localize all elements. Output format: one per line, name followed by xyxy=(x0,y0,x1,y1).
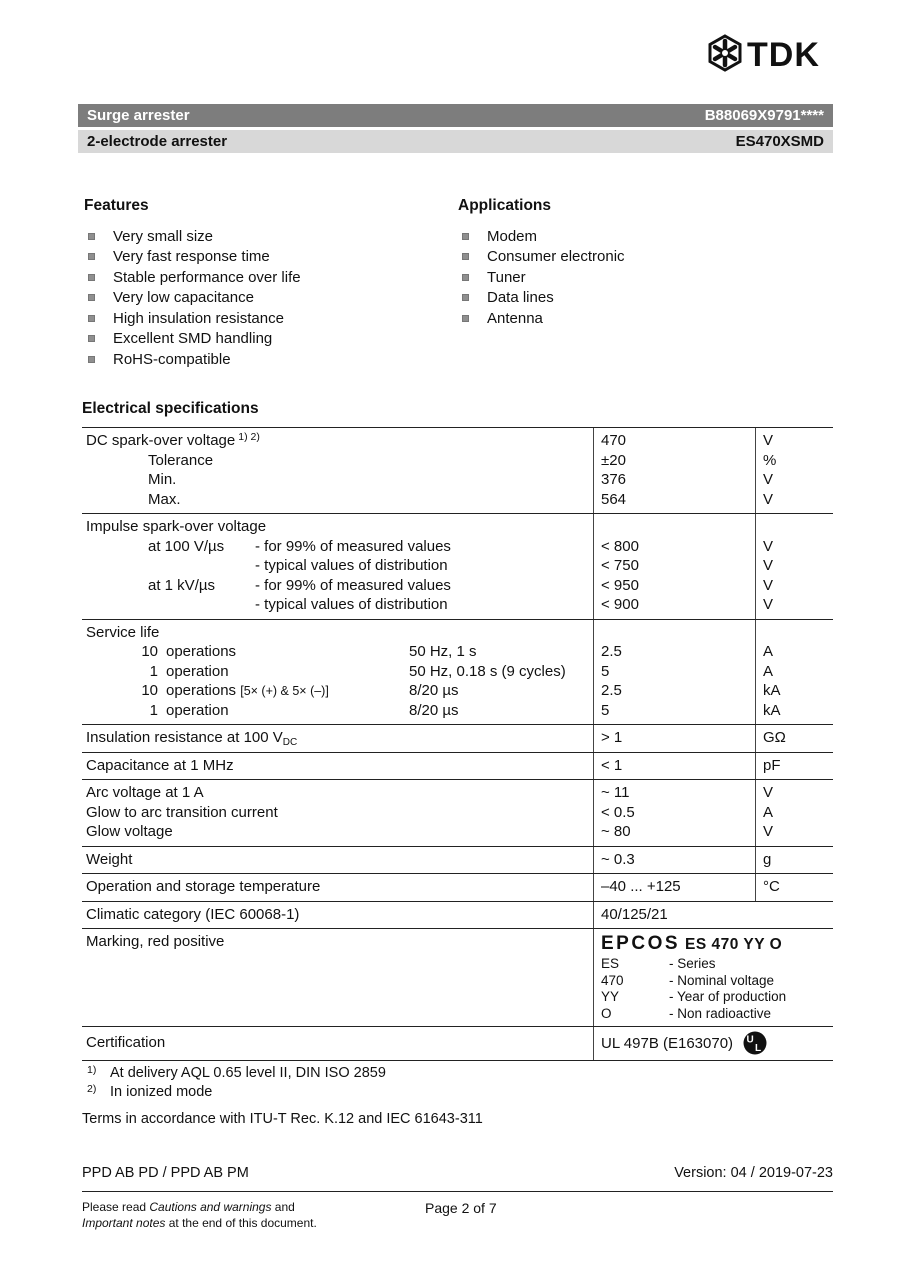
table-row xyxy=(82,779,833,846)
spec-value: ~ 11 xyxy=(601,784,630,801)
product-family-bar xyxy=(78,104,833,127)
bullet-square-icon xyxy=(88,274,95,281)
list-item xyxy=(458,267,625,288)
page-footer xyxy=(82,1165,833,1231)
footnote-text: In ionized mode xyxy=(110,1084,213,1100)
list-item xyxy=(458,308,625,329)
spec-value: 5 xyxy=(601,701,610,719)
ul-mark-icon xyxy=(743,1031,767,1055)
spec-value: 2.5 xyxy=(601,682,622,699)
spec-description: - for 99% of measured values xyxy=(255,537,451,555)
department-code: PPD AB PD / PPD AB PM xyxy=(82,1165,249,1181)
table-row xyxy=(82,724,833,752)
applications-title: Applications xyxy=(458,197,552,214)
feature-label: High insulation resistance xyxy=(113,309,284,327)
application-label: Consumer electronic xyxy=(487,248,625,266)
spec-unit: g xyxy=(763,850,772,868)
spec-label: Glow voltage xyxy=(86,823,173,840)
bullet-square-icon xyxy=(462,274,469,281)
spec-unit: kA xyxy=(763,701,781,719)
certification-value: UL 497B (E163070) xyxy=(601,1034,734,1052)
tdk-logo xyxy=(706,34,834,77)
footnote xyxy=(82,1065,833,1081)
spec-value: < 750 xyxy=(601,557,639,574)
spec-value: 470 xyxy=(601,432,627,449)
spec-operation: operations xyxy=(166,682,237,699)
feature-label: Very small size xyxy=(113,227,214,245)
spec-value: 2.5 xyxy=(601,643,622,660)
spec-label: Marking, red positive xyxy=(86,933,225,950)
legend-key: 470 xyxy=(601,972,624,988)
spec-count: 10 xyxy=(141,643,158,660)
spec-sublabel: Min. xyxy=(148,471,177,488)
table-row xyxy=(82,846,833,874)
table-row xyxy=(82,873,833,901)
spec-condition: 8/20 µs xyxy=(409,682,459,699)
spec-unit: V xyxy=(763,823,774,840)
bullet-square-icon xyxy=(88,294,95,301)
spec-value: < 0.5 xyxy=(601,803,635,821)
legend-key: YY xyxy=(601,989,620,1004)
features-applications xyxy=(84,197,814,370)
legend-desc: - Non radioactive xyxy=(669,1005,772,1021)
spec-value: 376 xyxy=(601,471,627,488)
spec-label: Climatic category (IEC 60068-1) xyxy=(86,905,300,923)
list-item xyxy=(84,329,458,350)
legend-key: ES xyxy=(601,956,620,971)
feature-label: Stable performance over life xyxy=(113,268,301,286)
application-label: Antenna xyxy=(487,309,543,327)
bullet-square-icon xyxy=(88,315,95,322)
svg-text:U: U xyxy=(746,1034,754,1046)
ordering-code: B88069X9791**** xyxy=(704,107,824,124)
spec-label: Glow to arc transition current xyxy=(86,803,278,821)
spec-operation: operations xyxy=(166,643,237,660)
feature-label: Very low capacitance xyxy=(113,289,254,307)
spec-unit: A xyxy=(763,643,774,660)
application-label: Modem xyxy=(487,227,538,245)
bullet-square-icon xyxy=(88,253,95,260)
table-row xyxy=(82,752,833,780)
title-bars xyxy=(78,104,833,156)
epcos-logo: EPCOS xyxy=(601,933,681,954)
spec-sublabel: Tolerance xyxy=(148,451,214,469)
spec-value: 5 xyxy=(601,662,610,680)
spec-sublabel: Max. xyxy=(148,490,181,508)
features-list xyxy=(84,226,458,370)
bullet-square-icon xyxy=(88,356,95,363)
spec-unit: V xyxy=(763,557,774,574)
bullet-square-icon xyxy=(462,253,469,260)
spec-unit: V xyxy=(763,432,774,449)
product-name: ES470XSMD xyxy=(735,133,824,150)
spec-unit: °C xyxy=(763,878,780,895)
legend-desc: - Nominal voltage xyxy=(669,972,775,988)
spec-unit: A xyxy=(763,803,774,821)
spec-operation-note: [5× (+) & 5× (–)] xyxy=(240,684,329,698)
spec-label: Capacitance at 1 MHz xyxy=(86,756,234,774)
spec-description: - typical values of distribution xyxy=(255,596,448,613)
bullet-square-icon xyxy=(88,335,95,342)
spec-unit: kA xyxy=(763,682,781,699)
cautions-note: Please read Cautions and warnings and Important notes at the end of this document. xyxy=(82,1200,317,1230)
spec-label-subscript: DC xyxy=(282,737,298,748)
spec-operation: operation xyxy=(166,701,229,719)
bullet-square-icon xyxy=(88,233,95,240)
bullet-square-icon xyxy=(462,233,469,240)
spec-value: ~ 80 xyxy=(601,823,631,840)
list-item xyxy=(458,226,625,247)
spec-value: < 900 xyxy=(601,596,639,613)
spec-count: 10 xyxy=(141,682,158,699)
legend-desc: - Series xyxy=(669,956,716,971)
spec-value: > 1 xyxy=(601,729,623,746)
spec-unit: V xyxy=(763,490,774,508)
spec-unit: GΩ xyxy=(763,729,786,746)
feature-label: Excellent SMD handling xyxy=(113,330,273,348)
specs-table xyxy=(82,427,833,1061)
spec-value: < 950 xyxy=(601,576,639,594)
product-type-bar xyxy=(78,130,833,153)
spec-label: DC spark-over voltage xyxy=(86,432,236,449)
application-label: Data lines xyxy=(487,289,554,307)
spec-label: Weight xyxy=(86,850,133,868)
spec-unit: V xyxy=(763,471,774,488)
features-title: Features xyxy=(84,197,149,214)
list-item xyxy=(458,247,625,268)
feature-label: RoHS-compatible xyxy=(113,350,231,368)
page-number: Page 2 of 7 xyxy=(425,1200,497,1216)
footnote-marker: 2) xyxy=(87,1083,97,1095)
table-row xyxy=(82,1026,833,1060)
spec-unit: pF xyxy=(763,756,781,774)
list-item xyxy=(84,288,458,309)
tdk-wordmark: TDK xyxy=(747,36,820,72)
footnote xyxy=(82,1084,833,1100)
spec-label: Insulation resistance at 100 V xyxy=(86,729,283,746)
applications-list xyxy=(458,226,625,329)
spec-description: - typical values of distribution xyxy=(255,557,448,574)
svg-text:L: L xyxy=(755,1043,762,1054)
version-info: Version: 04 / 2019-07-23 xyxy=(674,1165,833,1181)
application-label: Tuner xyxy=(487,268,526,286)
tdk-logo-icon xyxy=(706,34,834,72)
bullet-square-icon xyxy=(462,294,469,301)
spec-value: 40/125/21 xyxy=(601,905,668,923)
list-item xyxy=(84,349,458,370)
spec-value: < 800 xyxy=(601,537,639,555)
footnote-ref: 1) 2) xyxy=(238,431,260,443)
footnote-marker: 1) xyxy=(87,1064,97,1076)
spec-operation: operation xyxy=(166,662,229,680)
table-row xyxy=(82,513,833,619)
spec-label: Operation and storage temperature xyxy=(86,878,321,895)
spec-description: - for 99% of measured values xyxy=(255,576,451,594)
spec-count: 1 xyxy=(149,701,158,719)
footnote-text: At delivery AQL 0.65 level II, DIN ISO 2859 xyxy=(110,1065,386,1081)
terms-note: Terms in accordance with ITU-T Rec. K.12 and IEC 61643-311 xyxy=(82,1111,483,1127)
spec-condition: at 1 kV/µs xyxy=(148,576,216,594)
spec-condition: at 100 V/µs xyxy=(148,537,225,555)
features-section xyxy=(84,197,458,370)
marking-code: ES 470 YY O xyxy=(685,936,783,953)
list-item xyxy=(84,308,458,329)
specs-heading: Electrical specifications xyxy=(82,400,259,417)
spec-unit: A xyxy=(763,662,774,680)
applications-section xyxy=(458,197,625,370)
electrical-specifications xyxy=(82,400,833,1127)
spec-unit: % xyxy=(763,451,777,469)
list-item xyxy=(458,288,625,309)
spec-value: 564 xyxy=(601,490,627,508)
spec-unit: V xyxy=(763,576,774,594)
spec-unit: V xyxy=(763,596,774,613)
spec-label: Service life xyxy=(86,623,160,641)
spec-condition: 8/20 µs xyxy=(409,701,459,719)
spec-value: < 1 xyxy=(601,756,623,774)
legend-key: O xyxy=(601,1005,612,1021)
spec-value: –40 ... +125 xyxy=(601,878,681,895)
spec-value: ~ 0.3 xyxy=(601,850,635,868)
product-type: 2-electrode arrester xyxy=(87,133,228,150)
list-item xyxy=(84,267,458,288)
legend-desc: - Year of production xyxy=(669,989,787,1004)
spec-value: ±20 xyxy=(601,451,626,469)
product-family: Surge arrester xyxy=(87,107,190,124)
spec-unit: V xyxy=(763,784,774,801)
footnotes xyxy=(82,1065,833,1127)
table-row xyxy=(82,928,833,1026)
spec-count: 1 xyxy=(149,662,158,680)
table-row xyxy=(82,427,833,513)
list-item xyxy=(84,247,458,268)
spec-condition: 50 Hz, 1 s xyxy=(409,643,477,660)
table-row xyxy=(82,619,833,725)
bullet-square-icon xyxy=(462,315,469,322)
table-row xyxy=(82,901,833,929)
feature-label: Very fast response time xyxy=(113,248,270,266)
spec-label: Impulse spark-over voltage xyxy=(86,518,267,535)
spec-condition: 50 Hz, 0.18 s (9 cycles) xyxy=(409,662,566,680)
spec-label: Certification xyxy=(86,1034,166,1051)
spec-label: Arc voltage at 1 A xyxy=(86,784,204,801)
list-item xyxy=(84,226,458,247)
spec-unit: V xyxy=(763,537,774,555)
